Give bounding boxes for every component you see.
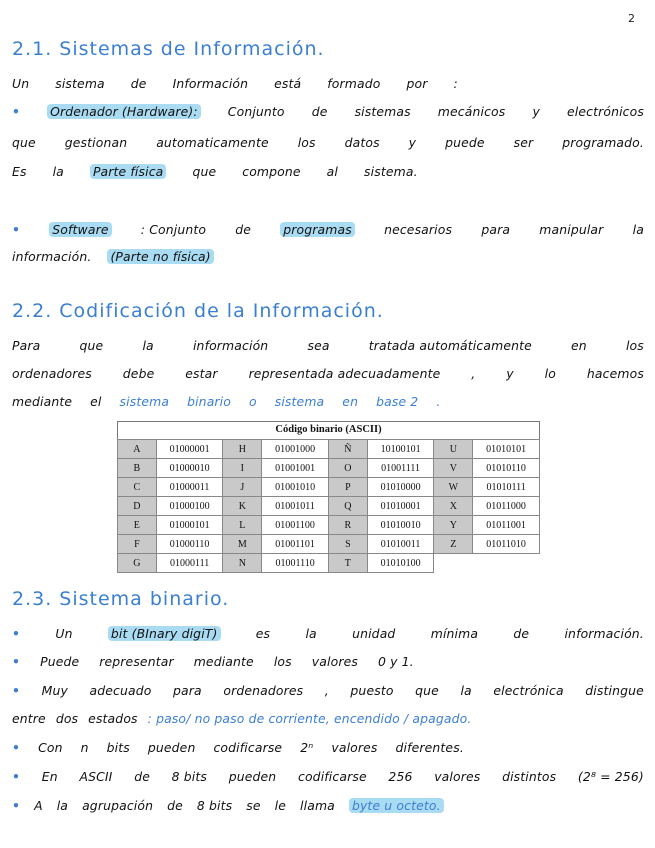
b3-word: , [324,683,329,698]
ascii-code: 01001000 [262,440,329,459]
b1-word: mínima [430,626,479,641]
ascii-letter: A [118,440,157,459]
b6-word: llama [300,798,335,813]
bullet-electronics-2 [12,711,644,726]
bullet-dot: • [12,104,21,119]
ascii-code: 01010101 [473,440,540,459]
ascii-letter: H [223,440,262,459]
b1-word: de [513,626,530,641]
b1-word: es [255,626,271,641]
bullet-ascii-8bits [12,769,644,784]
b2-word: 0 y 1. [377,654,414,669]
ascii-row [118,459,540,478]
ascii-code: 01000010 [156,459,223,478]
hw-word: ser [513,135,534,150]
codif-blue-word: base 2 [376,394,419,409]
hw-word: puede [445,135,485,150]
ascii-code: 01010001 [367,497,434,516]
ascii-row [118,535,540,554]
codif-word: lo [544,366,556,381]
b4-word: 2ⁿ [300,740,314,755]
b2-word: representar [99,654,174,669]
ascii-letter: J [223,478,262,497]
codif-word: debe [122,366,155,381]
hw-word: automaticamente [156,135,269,150]
states-blue-text: : paso/ no paso de corriente, encendido / apagado. [147,711,472,726]
b6-word: la [56,798,69,813]
ascii-code: 01001010 [262,478,329,497]
ascii-letter: X [434,497,473,516]
b3-word: Muy [41,683,68,698]
ascii-letter: C [118,478,157,497]
ascii-letter: I [223,459,262,478]
b3-word: dos [55,711,79,726]
hardware-line-2 [12,135,644,150]
bullet-electronics-1 [12,683,644,698]
intro-line [12,76,644,91]
software-term: Software [49,222,111,237]
hw-word: sistema. [364,164,418,179]
b3-word: distingue [585,683,644,698]
b5-word: 256 [388,769,413,784]
hw-word: los [297,135,316,150]
bullet-dot: • [12,626,21,641]
b4-word: valores [331,740,378,755]
bullet-bit [12,626,644,641]
intro-word: por [406,76,428,91]
intro-word: Información [172,76,249,91]
intro-word: de [130,76,147,91]
hw-word: la [52,164,64,179]
ascii-code: 01010011 [367,535,434,554]
ascii-code: 01010100 [367,554,434,573]
sw-word: de [235,222,252,237]
heading-2-3: 2.3. Sistema binario. [12,588,230,610]
intro-word: está [274,76,302,91]
hw-word: sistemas [354,104,411,119]
sw-word: la [632,222,644,237]
byte-highlight: byte u octeto. [349,798,444,813]
physical-part-highlight: Parte física [90,164,167,179]
codif-word: sea [307,338,330,353]
hardware-line-1 [12,104,644,119]
b5-word: de [134,769,150,784]
codif-word: estar [185,366,218,381]
ascii-letter: V [434,459,473,478]
bullet-byte [12,798,644,813]
codif-word: información [192,338,269,353]
codif-blue-word: binario [187,394,231,409]
codif-word: que [79,338,104,353]
ascii-code: 01010010 [367,516,434,535]
hw-word: y [532,104,540,119]
b6-word: le [274,798,287,813]
ascii-table [117,421,540,573]
ascii-letter: T [328,554,367,573]
codif-word: el [90,394,102,409]
ascii-code: 01000110 [156,535,223,554]
ascii-letter: U [434,440,473,459]
b3-word: puesto [350,683,394,698]
b6-word: agrupación [82,798,154,813]
ascii-row [118,497,540,516]
bullet-values [12,654,644,669]
codif-word: tratada automáticamente [368,338,532,353]
b6-word: A [34,798,43,813]
hw-word: y [408,135,417,150]
ascii-letter: L [223,516,262,535]
ascii-row [118,554,540,573]
ascii-letter: Ñ [328,440,367,459]
ascii-code: 01011000 [473,497,540,516]
ascii-letter: M [223,535,262,554]
b5-word: ASCII [79,769,113,784]
ascii-table-caption: Código binario (ASCII) [117,421,540,439]
ascii-letter: O [328,459,367,478]
b6-word: se [246,798,261,813]
b3-word: para [173,683,202,698]
ascii-code: 01000001 [156,440,223,459]
intro-word: Un [12,76,30,91]
b5-word: 8 bits [171,769,208,784]
hw-word: electrónicos [567,104,644,119]
hw-word: Conjunto [227,104,285,119]
codif-word: hacemos [586,366,644,381]
sw-word: manipular [539,222,604,237]
ascii-code: 01001111 [367,459,434,478]
b5-word: codificarse [297,769,367,784]
ascii-row [118,478,540,497]
b3-word: ordenadores [223,683,304,698]
b4-word: Con [38,740,63,755]
b1-word: información. [564,626,644,641]
ascii-letter: Z [434,535,473,554]
codif-line-2 [12,366,644,381]
codif-blue-word: . [436,394,441,409]
codif-word: Para [12,338,41,353]
b4-word: codificarse [213,740,283,755]
codif-word: ordenadores [12,366,92,381]
b4-word: bits [106,740,130,755]
ascii-empty-cell [434,554,540,573]
b3-word: estados [88,711,138,726]
bullet-dot: • [12,769,21,784]
sw-word: para [481,222,511,237]
ascii-letter: G [118,554,157,573]
b4-word: pueden [147,740,196,755]
ascii-letter: D [118,497,157,516]
programs-highlight: programas [280,222,355,237]
b3-word: la [460,683,472,698]
ascii-code: 10100101 [367,440,434,459]
ascii-code: 01010110 [473,459,540,478]
bullet-dot: • [12,740,21,755]
codif-blue-word: sistema [274,394,325,409]
ascii-code: 01011010 [473,535,540,554]
b2-word: valores [311,654,358,669]
ascii-letter: E [118,516,157,535]
b4-word: diferentes. [395,740,464,755]
b2-word: los [273,654,292,669]
b2-word: mediante [193,654,254,669]
ascii-letter: F [118,535,157,554]
hw-word: datos [344,135,380,150]
sw-word: necesarios [384,222,453,237]
codif-blue-word: sistema [119,394,170,409]
ascii-letter: Q [328,497,367,516]
ascii-letter: B [118,459,157,478]
b3-word: que [415,683,439,698]
ascii-code: 01001100 [262,516,329,535]
software-info-word: información. [12,249,92,264]
ascii-code: 01010000 [367,478,434,497]
codif-word: mediante [12,394,73,409]
ascii-letter: R [328,516,367,535]
codif-word: la [142,338,154,353]
b2-word: Puede [40,654,80,669]
ascii-code: 01001110 [262,554,329,573]
codif-blue-word: en [342,394,359,409]
b1-word: unidad [352,626,396,641]
ascii-code: 01011001 [473,516,540,535]
bit-highlight: bit (BInary digiT) [108,626,221,641]
b3-word: adecuado [89,683,152,698]
non-physical-highlight: (Parte no física) [107,249,213,264]
codif-line-1 [12,338,644,353]
codif-word: y [506,366,514,381]
software-line-2 [12,249,644,264]
hw-word: mecánicos [437,104,506,119]
b5-word: pueden [228,769,277,784]
b6-word: de [167,798,183,813]
ascii-letter: N [223,554,262,573]
b1-word: la [305,626,317,641]
ascii-code: 01001011 [262,497,329,516]
b5-word: En [41,769,58,784]
heading-2-1: 2.1. Sistemas de Información. [12,38,325,60]
bullet-dot: • [12,798,21,813]
sw-word: : Conjunto [140,222,207,237]
b3-word: entre [12,711,46,726]
ascii-code: 01001001 [262,459,329,478]
bullet-dot: • [12,654,21,669]
codif-word: en [571,338,587,353]
codif-word: representada adecuadamente [248,366,441,381]
hw-word: programado. [562,135,644,150]
intro-word: : [453,76,458,91]
ascii-letter: S [328,535,367,554]
ascii-code: 01000101 [156,516,223,535]
ascii-row [118,516,540,535]
ascii-code: 01010111 [473,478,540,497]
ascii-letter: K [223,497,262,516]
ascii-letter: Y [434,516,473,535]
page-number: 2 [628,12,635,25]
hw-word: al [326,164,339,179]
software-line-1 [12,222,644,237]
bullet-dot: • [12,222,21,237]
hw-word: Es [12,164,27,179]
hw-word: de [311,104,328,119]
bullet-dot: • [12,683,21,698]
hw-word: compone [242,164,301,179]
heading-2-2: 2.2. Codificación de la Información. [12,300,384,322]
hardware-line-3 [12,164,644,179]
hw-word: gestionan [64,135,128,150]
b5-word: distintos [502,769,557,784]
b3-word: electrónica [493,683,564,698]
hardware-term: Ordenador (Hardware): [47,104,201,119]
ascii-code: 01000111 [156,554,223,573]
codif-word: , [471,366,476,381]
ascii-code: 01000100 [156,497,223,516]
b5-word: (2⁸ = 256) [577,769,644,784]
ascii-code: 01000011 [156,478,223,497]
hw-word: que [12,135,36,150]
hw-word: que [192,164,217,179]
bit-prefix: Un [55,626,73,641]
ascii-code: 01001101 [262,535,329,554]
ascii-row [118,440,540,459]
codif-blue-word: o [249,394,257,409]
codif-word: los [625,338,644,353]
bullet-n-bits [12,740,644,755]
ascii-letter: P [328,478,367,497]
intro-word: formado [327,76,381,91]
b4-word: n [80,740,89,755]
ascii-letter: W [434,478,473,497]
b6-word: 8 bits [196,798,233,813]
b5-word: valores [434,769,481,784]
intro-word: sistema [55,76,105,91]
codif-line-3 [12,394,644,409]
